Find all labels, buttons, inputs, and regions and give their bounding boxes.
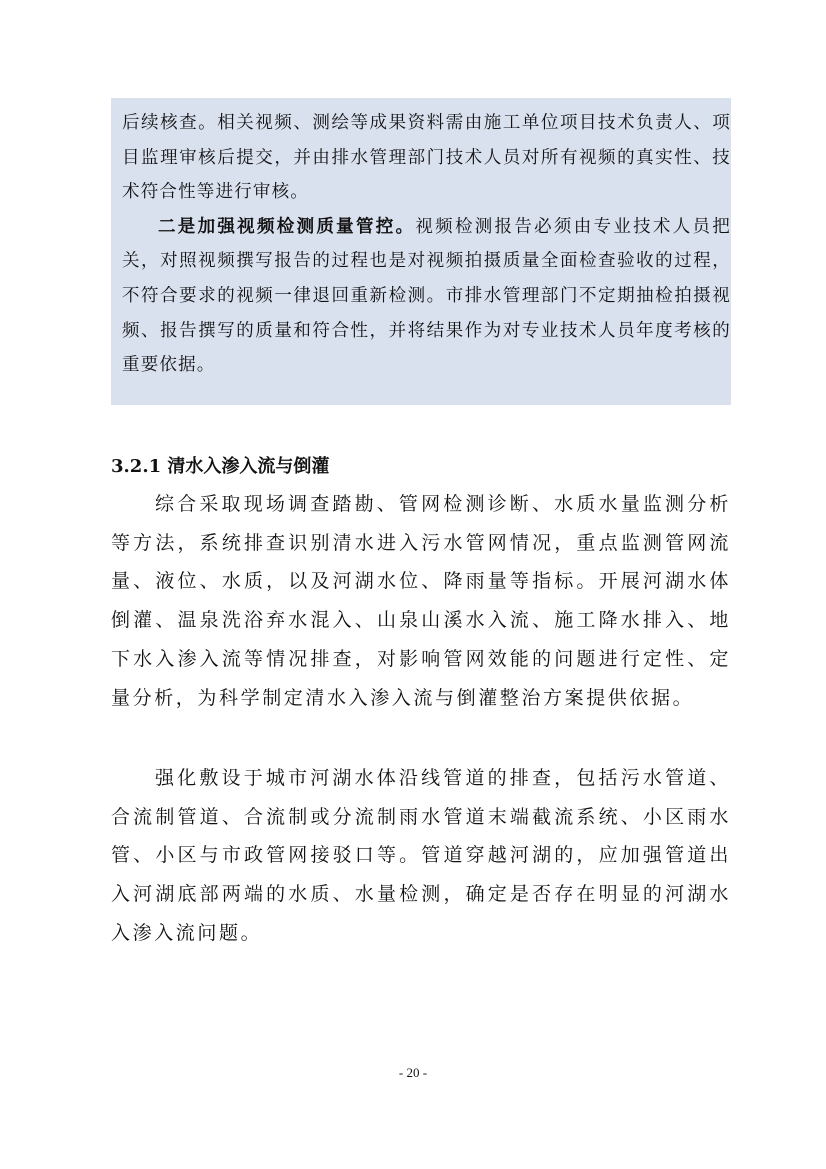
- body-paragraph: 综合采取现场调查踏勘、管网检测诊断、水质水量监测分析等方法，系统排查识别清水进入污水管网情况，重点监测管网流量、液位、水质，以及河湖水位、降雨量等指标。开展河湖水体倒灌、温泉洗浴弃水混入、山泉山溪水入流、施工降水排入、地下水入渗入流等情况排查，对影响管网效能的问题进行定性、定量分析，为科学制定清水入渗入流与倒灌整治方案提供依据。: [111, 493, 731, 709]
- body-paragraph: 强化敷设于城市河湖水体沿线管道的排查，包括污水管道、合流制管道、合流制或分流制雨水管道末端截流系统、小区雨水管、小区与市政管网接驳口等。管道穿越河湖的，应加强管道出入河湖底部两端的水质、水量检测，确定是否存在明显的河湖水入渗入流问题。: [111, 767, 731, 944]
- page-number: - 20 -: [398, 1065, 428, 1080]
- highlight-paragraph: 后续核查。相关视频、测绘等成果资料需由施工单位项目技术负责人、项目监理审核后提交，并由排水管理部门技术人员对所有视频的真实性、技术符合性等进行审核。: [122, 113, 731, 203]
- bold-lead-text: 二是加强视频检测质量管控。: [158, 216, 416, 237]
- paragraph-body-text: 视频检测报告必须由专业技术人员把关，对照视频撰写报告的过程也是对视频拍摄质量全面检查验收的过程，不符合要求的视频一律退回重新检测。市排水管理部门不定期抽检拍摄视频、报告撰写的质量和符合性，并将结果作为对专业技术人员年度考核的重要依据。: [122, 216, 731, 376]
- highlight-paragraph: [122, 210, 731, 383]
- highlighted-text-box: [111, 98, 731, 405]
- section-heading: 3.2.1 清水入渗入流与倒灌: [111, 456, 330, 477]
